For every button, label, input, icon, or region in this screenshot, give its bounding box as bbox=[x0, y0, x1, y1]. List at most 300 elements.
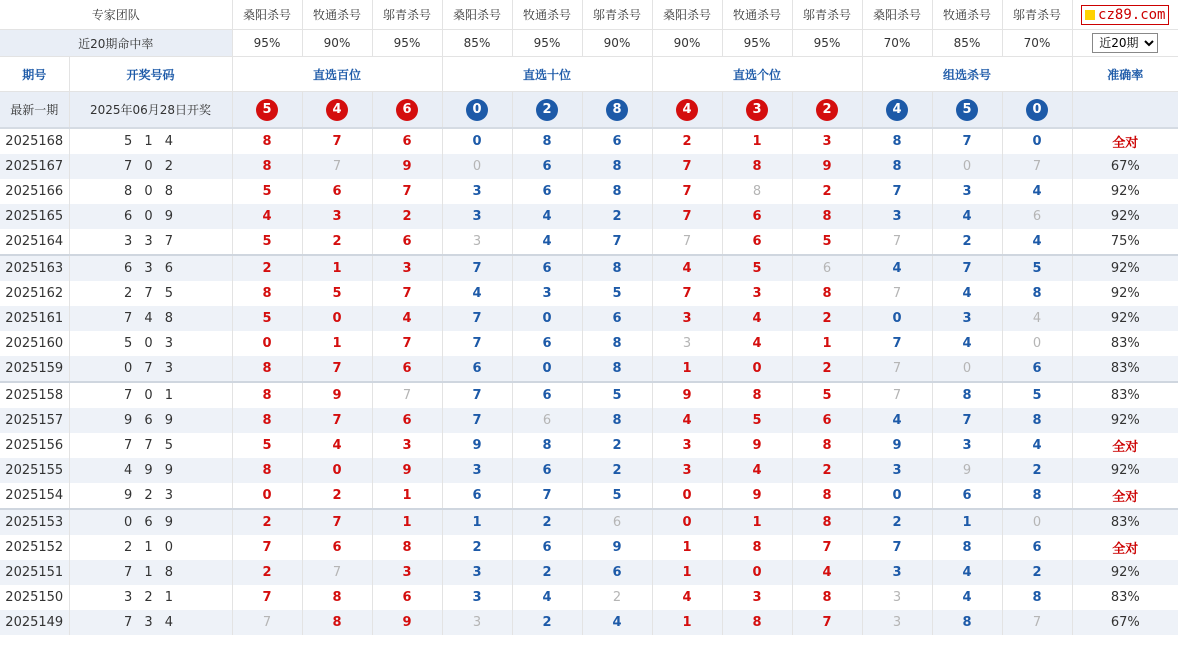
draw-number: 0 7 3 bbox=[69, 356, 232, 382]
draw-number: 7 1 8 bbox=[69, 560, 232, 585]
group-header: 直选个位 bbox=[652, 57, 862, 92]
number-ball: 0 bbox=[466, 99, 488, 121]
issue-number: 2025168 bbox=[0, 128, 69, 154]
number-ball: 0 bbox=[1026, 99, 1048, 121]
kill-number: 3 bbox=[442, 204, 512, 229]
issue-number: 2025163 bbox=[0, 255, 69, 281]
draw-number: 9 2 3 bbox=[69, 483, 232, 509]
kill-number: 9 bbox=[722, 433, 792, 458]
latest-ball-cell bbox=[722, 92, 792, 129]
kill-number: 2 bbox=[512, 560, 582, 585]
kill-number: 7 bbox=[302, 356, 372, 382]
kill-number: 3 bbox=[302, 204, 372, 229]
kill-number: 3 bbox=[862, 610, 932, 635]
kill-number: 7 bbox=[932, 408, 1002, 433]
table-row bbox=[0, 585, 1178, 610]
accuracy-value: 83% bbox=[1110, 336, 1140, 351]
kill-number: 7 bbox=[652, 281, 722, 306]
table-row bbox=[0, 306, 1178, 331]
issue-number: 2025151 bbox=[0, 560, 69, 585]
kill-number: 1 bbox=[932, 509, 1002, 535]
kill-number: 2 bbox=[652, 128, 722, 154]
col-issue: 期号 bbox=[0, 57, 69, 92]
kill-number: 2 bbox=[512, 509, 582, 535]
kill-number: 4 bbox=[652, 408, 722, 433]
kill-number: 3 bbox=[792, 128, 862, 154]
table-row bbox=[0, 408, 1178, 433]
kill-number: 4 bbox=[512, 585, 582, 610]
kill-number: 8 bbox=[232, 128, 302, 154]
issue-number: 2025155 bbox=[0, 458, 69, 483]
kill-number: 3 bbox=[442, 610, 512, 635]
kill-number: 4 bbox=[1002, 179, 1072, 204]
kill-number: 4 bbox=[582, 610, 652, 635]
kill-number: 3 bbox=[862, 560, 932, 585]
kill-number: 3 bbox=[862, 585, 932, 610]
kill-number: 0 bbox=[1002, 128, 1072, 154]
accuracy-value: 92% bbox=[1110, 184, 1140, 199]
kill-number: 6 bbox=[1002, 356, 1072, 382]
latest-ball-cell bbox=[372, 92, 442, 129]
kill-number: 9 bbox=[442, 433, 512, 458]
latest-ball-cell bbox=[582, 92, 652, 129]
kill-number: 0 bbox=[862, 306, 932, 331]
kill-number: 6 bbox=[512, 154, 582, 179]
kill-number: 6 bbox=[442, 356, 512, 382]
kill-number: 4 bbox=[512, 229, 582, 255]
expert-name: 牧通杀号 bbox=[722, 0, 792, 30]
issue-number: 2025157 bbox=[0, 408, 69, 433]
kill-number: 8 bbox=[582, 255, 652, 281]
hit-rate: 95% bbox=[372, 30, 442, 57]
kill-number: 7 bbox=[512, 483, 582, 509]
kill-number: 6 bbox=[722, 229, 792, 255]
period-select-cell bbox=[1072, 30, 1178, 57]
kill-number: 2 bbox=[512, 610, 582, 635]
kill-number: 6 bbox=[792, 408, 862, 433]
kill-number: 2 bbox=[1002, 458, 1072, 483]
expert-name: 桑阳杀号 bbox=[862, 0, 932, 30]
kill-number: 0 bbox=[1002, 509, 1072, 535]
kill-number: 7 bbox=[302, 509, 372, 535]
kill-number: 7 bbox=[652, 229, 722, 255]
kill-number: 9 bbox=[792, 154, 862, 179]
kill-number: 7 bbox=[1002, 610, 1072, 635]
kill-number: 1 bbox=[302, 331, 372, 356]
kill-number: 8 bbox=[232, 408, 302, 433]
kill-number: 3 bbox=[722, 585, 792, 610]
hit-rate: 95% bbox=[232, 30, 302, 57]
kill-number: 3 bbox=[442, 585, 512, 610]
kill-number: 7 bbox=[932, 255, 1002, 281]
table-row bbox=[0, 154, 1178, 179]
number-ball: 2 bbox=[816, 99, 838, 121]
issue-number: 2025160 bbox=[0, 331, 69, 356]
kill-number: 0 bbox=[652, 483, 722, 509]
kill-number: 9 bbox=[932, 458, 1002, 483]
kill-number: 8 bbox=[932, 382, 1002, 408]
kill-number: 0 bbox=[652, 509, 722, 535]
latest-ball-cell bbox=[652, 92, 722, 129]
kill-number: 1 bbox=[652, 610, 722, 635]
draw-number: 5 1 4 bbox=[69, 128, 232, 154]
table-row bbox=[0, 382, 1178, 408]
kill-number: 6 bbox=[512, 331, 582, 356]
kill-number: 5 bbox=[792, 229, 862, 255]
kill-number: 6 bbox=[372, 408, 442, 433]
kill-number: 2 bbox=[582, 433, 652, 458]
kill-number: 8 bbox=[722, 154, 792, 179]
accuracy-value: 92% bbox=[1072, 458, 1178, 483]
kill-number: 8 bbox=[582, 331, 652, 356]
kill-number: 6 bbox=[512, 382, 582, 408]
kill-number: 3 bbox=[372, 560, 442, 585]
kill-number: 8 bbox=[582, 408, 652, 433]
kill-number: 7 bbox=[862, 331, 932, 356]
site-logo-cell[interactable] bbox=[1072, 0, 1178, 30]
table-row bbox=[0, 204, 1178, 229]
table-row bbox=[0, 483, 1178, 509]
kill-number: 1 bbox=[442, 509, 512, 535]
kill-number: 7 bbox=[442, 408, 512, 433]
kill-number: 0 bbox=[302, 306, 372, 331]
hit-rate: 95% bbox=[512, 30, 582, 57]
kill-number: 6 bbox=[582, 128, 652, 154]
kill-number: 6 bbox=[302, 535, 372, 560]
number-ball: 6 bbox=[396, 99, 418, 121]
kill-number: 3 bbox=[652, 331, 722, 356]
kill-number: 5 bbox=[232, 306, 302, 331]
kill-number: 2 bbox=[582, 585, 652, 610]
hit-rate: 95% bbox=[722, 30, 792, 57]
kill-number: 1 bbox=[722, 128, 792, 154]
kill-number: 7 bbox=[232, 535, 302, 560]
expert-name: 桑阳杀号 bbox=[232, 0, 302, 30]
kill-number: 4 bbox=[372, 306, 442, 331]
kill-number: 1 bbox=[792, 331, 862, 356]
kill-number: 7 bbox=[932, 128, 1002, 154]
kill-number: 6 bbox=[1002, 204, 1072, 229]
issue-number: 2025159 bbox=[0, 356, 69, 382]
kill-number: 9 bbox=[722, 483, 792, 509]
accuracy-value: 全对 bbox=[1112, 542, 1139, 557]
kill-number: 3 bbox=[862, 204, 932, 229]
kill-number: 6 bbox=[372, 585, 442, 610]
kill-number: 6 bbox=[442, 483, 512, 509]
kill-number: 8 bbox=[372, 535, 442, 560]
group-header: 直选百位 bbox=[232, 57, 442, 92]
kill-number: 4 bbox=[442, 281, 512, 306]
kill-number: 9 bbox=[652, 382, 722, 408]
accuracy-value: 92% bbox=[1072, 255, 1178, 281]
kill-number: 4 bbox=[232, 204, 302, 229]
kill-number: 8 bbox=[722, 535, 792, 560]
table-row bbox=[0, 610, 1178, 635]
accuracy-value: 92% bbox=[1072, 306, 1178, 331]
kill-number: 2 bbox=[792, 306, 862, 331]
kill-number: 6 bbox=[372, 229, 442, 255]
kill-number: 6 bbox=[372, 128, 442, 154]
kill-number: 7 bbox=[302, 128, 372, 154]
col-accuracy: 准确率 bbox=[1072, 57, 1178, 92]
kill-number: 8 bbox=[1002, 281, 1072, 306]
kill-number: 8 bbox=[792, 483, 862, 509]
kill-number: 9 bbox=[372, 610, 442, 635]
kill-number: 7 bbox=[792, 535, 862, 560]
kill-number: 5 bbox=[722, 255, 792, 281]
hit-rate: 85% bbox=[442, 30, 512, 57]
latest-ball-cell bbox=[512, 92, 582, 129]
kill-number: 8 bbox=[792, 204, 862, 229]
issue-number: 2025161 bbox=[0, 306, 69, 331]
group-header: 组选杀号 bbox=[862, 57, 1072, 92]
kill-number: 8 bbox=[792, 433, 862, 458]
kill-number: 0 bbox=[932, 356, 1002, 382]
kill-number: 4 bbox=[792, 560, 862, 585]
kill-number: 1 bbox=[652, 560, 722, 585]
latest-label: 最新一期 bbox=[0, 92, 69, 129]
kill-number: 8 bbox=[722, 610, 792, 635]
kill-number: 0 bbox=[1002, 331, 1072, 356]
table-row bbox=[0, 509, 1178, 535]
draw-number: 4 9 9 bbox=[69, 458, 232, 483]
kill-number: 2 bbox=[442, 535, 512, 560]
latest-ball-cell bbox=[302, 92, 372, 129]
kill-number: 6 bbox=[512, 408, 582, 433]
kill-number: 7 bbox=[442, 306, 512, 331]
kill-number: 7 bbox=[372, 179, 442, 204]
kill-number: 2 bbox=[232, 560, 302, 585]
kill-number: 7 bbox=[792, 610, 862, 635]
kill-number: 0 bbox=[302, 458, 372, 483]
kill-number: 8 bbox=[232, 356, 302, 382]
draw-number: 7 3 4 bbox=[69, 610, 232, 635]
kill-number: 5 bbox=[792, 382, 862, 408]
kill-number: 6 bbox=[792, 255, 862, 281]
kill-number: 0 bbox=[512, 306, 582, 331]
kill-number: 7 bbox=[372, 331, 442, 356]
kill-number: 4 bbox=[302, 433, 372, 458]
kill-number: 8 bbox=[232, 382, 302, 408]
kill-number: 7 bbox=[372, 382, 442, 408]
expert-name: 桑阳杀号 bbox=[442, 0, 512, 30]
kill-number: 3 bbox=[932, 306, 1002, 331]
kill-number: 6 bbox=[722, 204, 792, 229]
kill-number: 4 bbox=[932, 560, 1002, 585]
kill-number: 7 bbox=[862, 356, 932, 382]
kill-number: 8 bbox=[302, 585, 372, 610]
kill-number: 7 bbox=[862, 535, 932, 560]
latest-ball-cell bbox=[862, 92, 932, 129]
issue-number: 2025166 bbox=[0, 179, 69, 204]
team-label: 专家团队 bbox=[0, 0, 232, 30]
draw-number: 5 0 3 bbox=[69, 331, 232, 356]
issue-number: 2025167 bbox=[0, 154, 69, 179]
kill-number: 6 bbox=[372, 356, 442, 382]
accuracy-value: 83% bbox=[1072, 509, 1178, 535]
number-ball: 4 bbox=[676, 99, 698, 121]
draw-number: 2 1 0 bbox=[69, 535, 232, 560]
kill-number: 6 bbox=[582, 560, 652, 585]
kill-number: 3 bbox=[442, 560, 512, 585]
kill-number: 0 bbox=[232, 331, 302, 356]
kill-number: 9 bbox=[372, 154, 442, 179]
kill-number: 3 bbox=[722, 281, 792, 306]
kill-number: 6 bbox=[932, 483, 1002, 509]
draw-number: 6 3 6 bbox=[69, 255, 232, 281]
kill-number: 8 bbox=[1002, 408, 1072, 433]
accuracy-value: 83% bbox=[1072, 382, 1178, 408]
kill-number: 2 bbox=[582, 204, 652, 229]
table-row bbox=[0, 458, 1178, 483]
kill-number: 8 bbox=[1002, 585, 1072, 610]
kill-number: 8 bbox=[932, 535, 1002, 560]
kill-number: 3 bbox=[442, 458, 512, 483]
kill-number: 3 bbox=[932, 433, 1002, 458]
kill-number: 4 bbox=[1002, 229, 1072, 255]
latest-issue-row bbox=[0, 92, 1178, 129]
accuracy-value: 67% bbox=[1072, 154, 1178, 179]
kill-number: 7 bbox=[1002, 154, 1072, 179]
kill-number: 4 bbox=[722, 331, 792, 356]
kill-number: 4 bbox=[932, 204, 1002, 229]
kill-number: 8 bbox=[862, 154, 932, 179]
hit-rate: 70% bbox=[1002, 30, 1072, 57]
accuracy-value: 67% bbox=[1072, 610, 1178, 635]
kill-number: 6 bbox=[582, 306, 652, 331]
kill-number: 4 bbox=[512, 204, 582, 229]
hit-rate-label: 近20期命中率 bbox=[0, 30, 232, 57]
kill-number: 7 bbox=[652, 179, 722, 204]
draw-number: 3 3 7 bbox=[69, 229, 232, 255]
accuracy-value: 全对 bbox=[1112, 490, 1139, 505]
kill-number: 7 bbox=[302, 154, 372, 179]
issue-number: 2025152 bbox=[0, 535, 69, 560]
kill-number: 2 bbox=[302, 229, 372, 255]
kill-number: 6 bbox=[512, 255, 582, 281]
draw-number: 2 7 5 bbox=[69, 281, 232, 306]
column-header-row bbox=[0, 57, 1178, 92]
kill-number: 5 bbox=[582, 281, 652, 306]
kill-number: 7 bbox=[862, 229, 932, 255]
kill-number: 6 bbox=[302, 179, 372, 204]
table-row bbox=[0, 229, 1178, 255]
period-select[interactable] bbox=[1092, 33, 1158, 53]
number-ball: 2 bbox=[536, 99, 558, 121]
accuracy-value: 92% bbox=[1072, 560, 1178, 585]
kill-number: 5 bbox=[232, 179, 302, 204]
table-row bbox=[0, 331, 1178, 356]
number-ball: 4 bbox=[886, 99, 908, 121]
kill-number: 7 bbox=[232, 585, 302, 610]
kill-number: 6 bbox=[512, 458, 582, 483]
kill-number: 3 bbox=[512, 281, 582, 306]
kill-number: 4 bbox=[1002, 306, 1072, 331]
kill-number: 4 bbox=[652, 585, 722, 610]
draw-number: 3 2 1 bbox=[69, 585, 232, 610]
kill-number: 8 bbox=[232, 154, 302, 179]
kill-number: 7 bbox=[442, 331, 512, 356]
kill-number: 8 bbox=[722, 382, 792, 408]
issue-number: 2025158 bbox=[0, 382, 69, 408]
kill-number: 0 bbox=[232, 483, 302, 509]
logo-square-icon bbox=[1085, 10, 1095, 20]
kill-number: 0 bbox=[722, 356, 792, 382]
accuracy-value: 83% bbox=[1110, 590, 1140, 605]
hit-rate: 95% bbox=[792, 30, 862, 57]
issue-number: 2025150 bbox=[0, 585, 69, 610]
kill-number: 2 bbox=[232, 509, 302, 535]
kill-number: 5 bbox=[582, 483, 652, 509]
kill-number: 3 bbox=[442, 229, 512, 255]
kill-number: 7 bbox=[442, 382, 512, 408]
kill-number: 8 bbox=[232, 281, 302, 306]
table-row bbox=[0, 128, 1178, 154]
kill-number: 6 bbox=[582, 509, 652, 535]
kill-number: 5 bbox=[722, 408, 792, 433]
kill-number: 8 bbox=[792, 509, 862, 535]
kill-number: 2 bbox=[792, 179, 862, 204]
number-ball: 8 bbox=[606, 99, 628, 121]
draw-number: 8 0 8 bbox=[69, 179, 232, 204]
draw-number: 9 6 9 bbox=[69, 408, 232, 433]
kill-number: 7 bbox=[862, 281, 932, 306]
kill-number: 4 bbox=[932, 281, 1002, 306]
kill-number: 4 bbox=[722, 306, 792, 331]
kill-number: 8 bbox=[932, 610, 1002, 635]
table-row bbox=[0, 433, 1178, 458]
expert-name: 牧通杀号 bbox=[932, 0, 1002, 30]
table-row bbox=[0, 281, 1178, 306]
kill-number: 1 bbox=[372, 509, 442, 535]
kill-number: 7 bbox=[582, 229, 652, 255]
accuracy-value: 92% bbox=[1072, 204, 1178, 229]
kill-number: 1 bbox=[652, 535, 722, 560]
kill-number: 8 bbox=[302, 610, 372, 635]
issue-number: 2025165 bbox=[0, 204, 69, 229]
latest-date: 2025年06月28日开奖 bbox=[69, 92, 232, 129]
kill-number: 5 bbox=[302, 281, 372, 306]
kill-number: 2 bbox=[582, 458, 652, 483]
kill-number: 3 bbox=[372, 433, 442, 458]
kill-number: 9 bbox=[862, 433, 932, 458]
kill-number: 8 bbox=[582, 356, 652, 382]
table-row bbox=[0, 535, 1178, 560]
kill-number: 8 bbox=[232, 458, 302, 483]
kill-number: 0 bbox=[862, 483, 932, 509]
group-header: 直选十位 bbox=[442, 57, 652, 92]
kill-number: 5 bbox=[1002, 382, 1072, 408]
hit-rate: 70% bbox=[862, 30, 932, 57]
expert-name: 邬青杀号 bbox=[582, 0, 652, 30]
kill-number: 7 bbox=[652, 154, 722, 179]
kill-number: 5 bbox=[232, 229, 302, 255]
kill-number: 1 bbox=[372, 483, 442, 509]
kill-number: 4 bbox=[1002, 433, 1072, 458]
kill-number: 8 bbox=[862, 128, 932, 154]
kill-number: 4 bbox=[862, 408, 932, 433]
hit-rate: 90% bbox=[652, 30, 722, 57]
hit-rate: 90% bbox=[582, 30, 652, 57]
kill-number: 4 bbox=[722, 458, 792, 483]
kill-number: 8 bbox=[512, 433, 582, 458]
kill-number: 8 bbox=[582, 179, 652, 204]
expert-header-row bbox=[0, 0, 1178, 30]
issue-number: 2025156 bbox=[0, 433, 69, 458]
expert-name: 桑阳杀号 bbox=[652, 0, 722, 30]
kill-number: 3 bbox=[372, 255, 442, 281]
site-logo[interactable]: cz89.com bbox=[1081, 5, 1169, 25]
